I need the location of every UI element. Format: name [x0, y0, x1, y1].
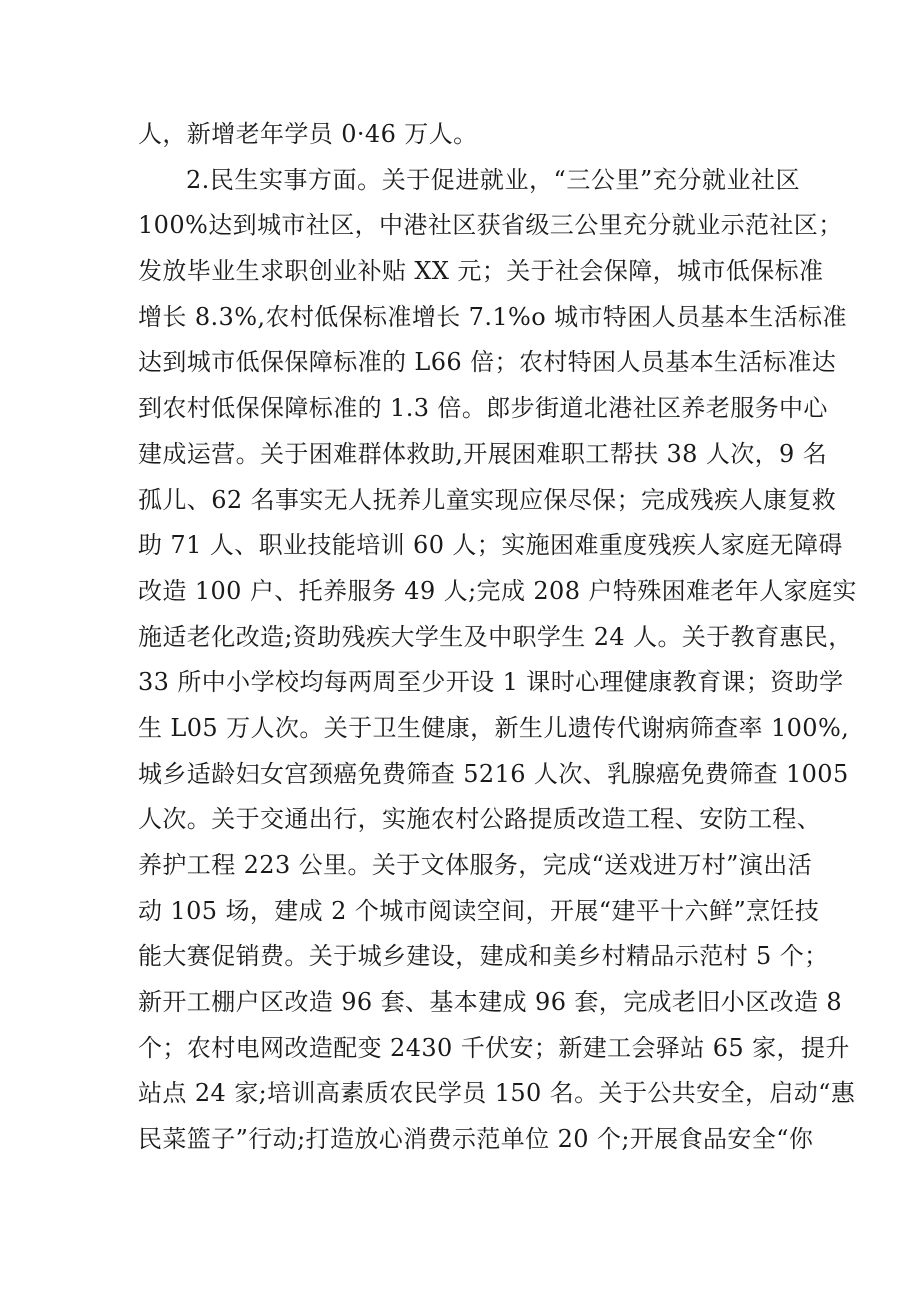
text-line: 养护工程 223 公里。关于文体服务，完成“送戏进万村”演出活	[138, 851, 813, 879]
text-line: 城乡适龄妇女宫颈癌免费筛查 5216 人次、乳腺癌免费筛查 1005	[138, 759, 849, 788]
text-line: 人次。关于交通出行，实施农村公路提质改造工程、安防工程、	[138, 805, 822, 834]
text-line: 33 所中小学校均每两周至少开设 1 课时心理健康教育课；资助学	[138, 668, 844, 697]
text-line: 助 71 人、职业技能培训 60 人；实施困难重度残疾人家庭无障碍	[138, 531, 843, 560]
text-line: 站点 24 家;培训高素质农民学员 150 名。关于公共安全，启动“惠	[138, 1079, 856, 1108]
text-line: 生 L05 万人次。关于卫生健康，新生儿遗传代谢病筛查率 100%,	[138, 713, 850, 742]
text-line: 100%达到城市社区，中港社区获省级三公里充分就业示范社区；	[138, 211, 843, 240]
text-line: 达到城市低保保障标准的 L66 倍；农村特困人员基本生活标准达	[138, 348, 837, 377]
text-line: 改造 100 户、托养服务 49 人;完成 208 户特殊困难老年人家庭实	[138, 576, 857, 605]
text-line: 动 105 场，建成 2 个城市阅读空间，开展“建平十六鲜”烹饪技	[138, 896, 820, 925]
text-line: 孤儿、62 名事实无人抚养儿童实现应保尽保；完成残疾人康复救	[138, 485, 837, 514]
body-text	[138, 112, 857, 1163]
text-line: 能大赛促销费。关于城乡建设，建成和美乡村精品示范村 5 个；	[138, 942, 829, 971]
text-line: 民菜篮子”行动;打造放心消费示范单位 20 个;开展食品安全“你	[138, 1125, 814, 1154]
text-line: 施适老化改造;资助残疾大学生及中职学生 24 人。关于教育惠民，	[138, 622, 853, 651]
text-line: 人，新增老年学员 0·46 万人。	[138, 120, 478, 148]
text-line: 个；农村电网改造配变 2430 千伏安；新建工会驿站 65 家，提升	[138, 1033, 850, 1062]
text-line: 到农村低保保障标准的 1.3 倍。郎步街道北港社区养老服务中心	[138, 394, 828, 423]
text-line: 新开工棚户区改造 96 套、基本建成 96 套，完成老旧小区改造 8	[138, 988, 843, 1017]
text-line: 2.民生实事方面。关于促进就业，“三公里”充分就业社区	[186, 165, 800, 194]
text-line: 建成运营。关于困难群体救助,开展困难职工帮扶 38 人次，9 名	[138, 439, 828, 468]
text-line: 增长 8.3%,农村低保标准增长 7.1%o 城市特困人员基本生活标准	[138, 302, 847, 331]
text-line: 发放毕业生求职创业补贴 XX 元；关于社会保障，城市低保标准	[138, 257, 824, 286]
